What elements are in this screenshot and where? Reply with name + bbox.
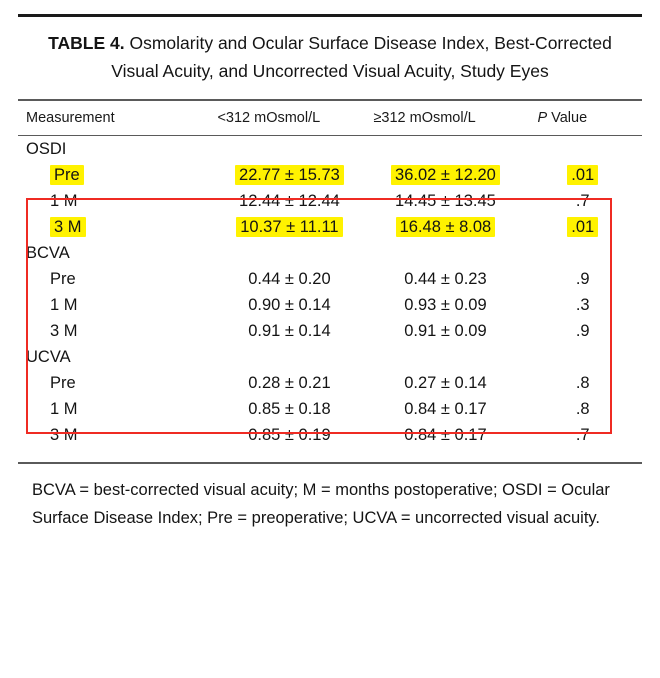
cell-high: 36.02 ± 12.20 xyxy=(391,165,500,185)
table-page xyxy=(0,14,660,678)
group-label-ucva: UCVA xyxy=(26,347,71,366)
table-number-label: TABLE 4. xyxy=(48,33,125,53)
table-caption-text: Osmolarity and Ocular Surface Disease Index, Best-Corrected Visual Acuity, and Uncorrected Visual Acuity, Study Eyes xyxy=(111,33,612,81)
table-head xyxy=(18,101,642,135)
p-rest: Value xyxy=(547,109,588,126)
table-row xyxy=(18,422,642,448)
table-footnote: BCVA = best-corrected visual acuity; M = months postoperative; OSDI = Ocular Surface Disease Index; Pre = preoperative; UCVA = uncorrected visual acuity. xyxy=(32,480,610,527)
column-header-high-osmolarity: ≥312 mOsmol/L xyxy=(373,109,476,126)
cell-low: 0.91 ± 0.14 xyxy=(248,321,331,340)
table-body xyxy=(18,136,642,448)
cell-high: 0.84 ± 0.17 xyxy=(404,425,487,444)
cell-high: 16.48 ± 8.08 xyxy=(396,217,496,237)
cell-high: 0.91 ± 0.09 xyxy=(404,321,487,340)
table-group-row xyxy=(18,240,642,266)
cell-low: 0.28 ± 0.21 xyxy=(248,373,331,392)
data-table xyxy=(18,101,642,135)
column-header-p-value xyxy=(523,101,642,135)
table-row xyxy=(18,318,642,344)
cell-low: 0.44 ± 0.20 xyxy=(248,269,331,288)
group-label-osdi: OSDI xyxy=(26,139,67,158)
group-label-bcva: BCVA xyxy=(26,243,70,262)
cell-p: .8 xyxy=(575,373,590,392)
cell-p: .7 xyxy=(575,425,590,444)
row-label: 3 M xyxy=(50,321,78,340)
table-row xyxy=(18,188,642,214)
row-label: Pre xyxy=(50,269,76,288)
cell-low: 10.37 ± 11.11 xyxy=(236,217,342,237)
row-label: 1 M xyxy=(50,295,78,314)
column-header-measurement: Measurement xyxy=(26,109,115,126)
cell-p: .3 xyxy=(575,295,590,314)
table-caption xyxy=(18,17,642,99)
table-group-row xyxy=(18,344,642,370)
row-label: Pre xyxy=(50,165,84,185)
table-group-row xyxy=(18,136,642,162)
table-row xyxy=(18,266,642,292)
cell-p: .01 xyxy=(567,217,598,237)
cell-low: 12.44 ± 12.44 xyxy=(239,191,340,210)
p-italic: P xyxy=(537,109,548,126)
cell-high: 0.93 ± 0.09 xyxy=(404,295,487,314)
table-header-row xyxy=(18,101,642,135)
row-label: 1 M xyxy=(50,191,78,210)
cell-p: .9 xyxy=(575,269,590,288)
cell-high: 0.27 ± 0.14 xyxy=(404,373,487,392)
table-row xyxy=(18,292,642,318)
column-header-low-osmolarity: <312 mOsmol/L xyxy=(217,109,321,126)
table-row xyxy=(18,370,642,396)
table-row xyxy=(18,162,642,188)
cell-low: 0.90 ± 0.14 xyxy=(248,295,331,314)
cell-low: 22.77 ± 15.73 xyxy=(235,165,344,185)
row-label: 3 M xyxy=(50,217,86,237)
table-row xyxy=(18,214,642,240)
cell-p: .9 xyxy=(575,321,590,340)
table-row xyxy=(18,396,642,422)
cell-high: 0.84 ± 0.17 xyxy=(404,399,487,418)
cell-p: .7 xyxy=(575,191,590,210)
cell-low: 0.85 ± 0.19 xyxy=(248,425,331,444)
cell-low: 0.85 ± 0.18 xyxy=(248,399,331,418)
table-body-wrap xyxy=(18,136,642,448)
data-table-body xyxy=(18,136,642,448)
cell-p: .01 xyxy=(567,165,598,185)
cell-high: 14.45 ± 13.45 xyxy=(395,191,496,210)
cell-high: 0.44 ± 0.23 xyxy=(404,269,487,288)
row-label: 1 M xyxy=(50,399,78,418)
row-label: 3 M xyxy=(50,425,78,444)
row-label: Pre xyxy=(50,373,76,392)
cell-p: .8 xyxy=(575,399,590,418)
